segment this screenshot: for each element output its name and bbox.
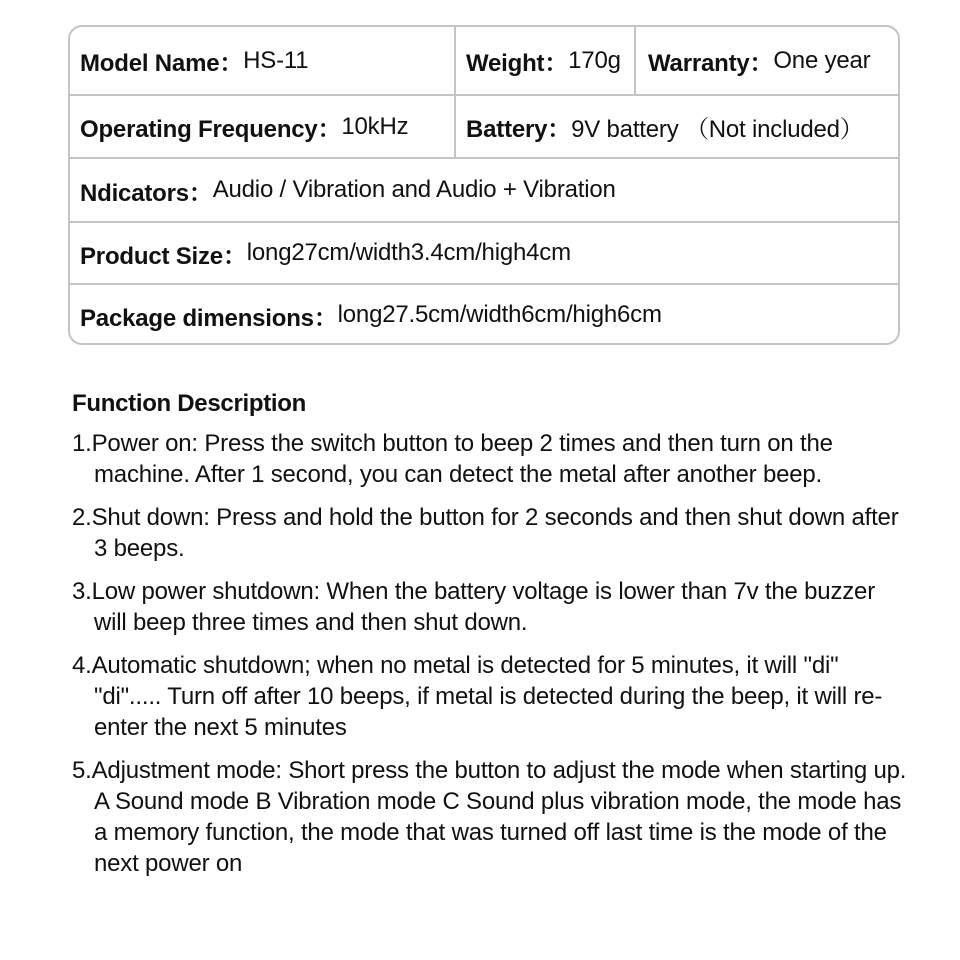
- spec-value: long27cm/width3.4cm/high4cm: [246, 239, 571, 266]
- spec-value: 10kHz: [341, 112, 409, 140]
- spec-value: 170g: [568, 46, 621, 74]
- spec-cell-battery: [456, 96, 900, 157]
- spec-label: Product Size：: [80, 242, 247, 270]
- function-item-shut-down: 2.Shut down: Press and hold the button for 2 seconds and then shut down after 3 beeps.: [72, 504, 899, 562]
- spec-cell-operating-frequency: [70, 96, 456, 157]
- spec-value: long27.5cm/width6cm/high6cm: [337, 301, 662, 328]
- spec-label: Operating Frequency：: [80, 116, 342, 143]
- spec-row-model: [70, 27, 898, 96]
- spec-label: Ndicators：: [80, 179, 213, 207]
- spec-value: One year: [773, 46, 871, 74]
- spec-row-indicators: [70, 159, 898, 223]
- function-item-power-on: 1.Power on: Press the switch button to beep 2 times and then turn on the machine. After 1 second, you can detect the metal after another beep.: [72, 430, 833, 488]
- spec-row-package-dimensions: [70, 285, 898, 345]
- spec-row-frequency: [70, 96, 898, 159]
- function-item-adjustment-mode: 5.Adjustment mode: Short press the button to adjust the mode when starting up. A Sound mode B Vibration mode C Sound plus vibration mode, the mode has a memory function, the mode that was turned off last time is the mode of the next power on: [72, 757, 907, 877]
- spec-label: Warranty：: [648, 50, 774, 77]
- spec-cell-weight: [456, 27, 636, 94]
- spec-cell-product-size: [70, 223, 900, 283]
- spec-cell-warranty: [636, 27, 900, 94]
- spec-table: [68, 25, 900, 345]
- function-item-automatic-shutdown: 4.Automatic shutdown; when no metal is detected for 5 minutes, it will "di" "di"..... Turn off after 10 beeps, if metal is detected during the beep, it will re-enter the next 5 minutes: [72, 652, 883, 741]
- spec-cell-model-name: [70, 27, 456, 94]
- spec-cell-package-dimensions: [70, 285, 900, 345]
- function-description-title: Function Description: [72, 390, 307, 417]
- spec-cell-indicators: [70, 159, 900, 221]
- spec-value: Audio / Vibration and Audio + Vibration: [212, 176, 616, 203]
- spec-value: HS-11: [243, 46, 309, 74]
- spec-label: Weight：: [466, 50, 569, 77]
- spec-value: 9V battery （Not included）: [571, 116, 864, 143]
- spec-label: Battery：: [466, 116, 572, 143]
- function-item-low-power-shutdown: 3.Low power shutdown: When the battery voltage is lower than 7v the buzzer will beep three times and then shut down.: [72, 578, 875, 636]
- spec-label: Model Name：: [80, 50, 244, 77]
- spec-row-product-size: [70, 223, 898, 285]
- spec-label: Package dimensions：: [80, 304, 338, 332]
- function-description: [72, 388, 912, 891]
